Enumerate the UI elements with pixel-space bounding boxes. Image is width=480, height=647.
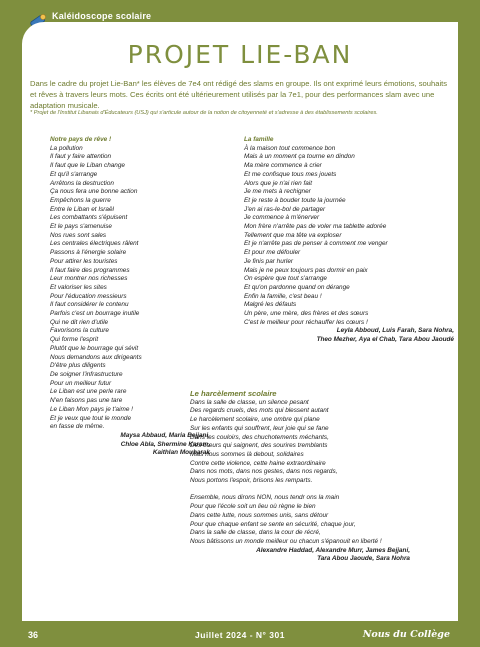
poem-line: Malgré les défauts (244, 301, 297, 309)
poem-line: Et je reste à bouder toute la journée (244, 196, 346, 204)
poem-title: Le harcèlement scolaire (190, 389, 277, 398)
poem-line: Mais je ne peux toujours pas dormir en paix (244, 266, 368, 274)
poem-line: Alors que je n'ai rien fait (244, 179, 313, 187)
poem-line: Contre cette violence, cette haine extraordinaire (190, 459, 326, 467)
poem-line: Et le pays s'amenuise (50, 223, 112, 231)
poem-line: Dans la salle de classe, un silence pesant (190, 398, 309, 406)
poem-line: Nous portons l'espoir, brisons les remparts. (190, 477, 313, 485)
poem-line: Mais à un moment ça tourne en dindon (244, 153, 355, 161)
poem-line: Un père, une mère, des frères et des sœurs (244, 310, 369, 318)
poem-title: La famille (244, 136, 274, 143)
poem-authors: Theo Mezher, Aya el Chab, Tara Abou Jaoudé (316, 336, 454, 344)
poem-harcelement (190, 390, 410, 564)
poem-line: Le Liban Mon pays je t'aime ! (50, 405, 133, 413)
poem-line: Leur montrer nos richesses (50, 275, 128, 283)
poem-line: On espère que tout s'arrange (244, 275, 327, 283)
poem-line: D'être plus diligents (50, 362, 106, 370)
poem-line: Pour attirer les touristes (50, 257, 118, 265)
section-title: Kaléidoscope scolaire (52, 11, 152, 21)
poem-notre-pays (50, 136, 210, 458)
poem-line: Empêchons la guerre (50, 196, 111, 204)
poem-line: Des cœurs qui saignent, des sourires tremblants (190, 442, 328, 450)
poem-line: Les centrales électriques râlent (50, 240, 139, 248)
poem-line: Passons à l'énergie solaire (50, 249, 127, 257)
poem-line: Ça nous fera une bonne action (50, 188, 138, 196)
poem-line: Nous demandons aux dirigeants (50, 353, 142, 361)
poem-line: Et qu'on pardonne quand on dérange (244, 283, 350, 291)
poem-line: Dans cette lutte, nous sommes unis, sans détour (190, 511, 329, 519)
page-number: 36 (28, 630, 39, 640)
poem-line: Nous bâtissons un monde meilleur ou chacun s'épanouit en liberté ! (190, 537, 382, 545)
poem-line (190, 486, 410, 495)
poem-line: Il faut y faire attention (50, 153, 112, 161)
poem-line: Le harcèlement scolaire, une ombre qui plane (190, 416, 320, 424)
article-page (22, 22, 458, 621)
poem-line: À la maison tout commence bon (244, 144, 336, 152)
poem-line: Pour l'éducation messieurs (50, 292, 127, 300)
page-title: PROJET LIE-BAN (127, 40, 353, 69)
issue-label: Juillet 2024 - N° 301 (195, 630, 285, 640)
poem-line: Je commence à m'énerver (244, 214, 320, 222)
poem-line: Plutôt que le bourrage qui sévit (50, 344, 139, 352)
poem-line: Parfois c'est un bourrage inutile (50, 310, 140, 318)
poem-authors: Maysa Abbaud, Maria Bejjani, (120, 431, 210, 439)
poem-authors: Kaithlan Moubarak (152, 449, 210, 457)
poem-line: Il faut faire des programmes (50, 266, 130, 274)
magazine-name: Nous du Collège (362, 629, 450, 640)
poem-line: Entre le Liban et Israël (50, 205, 114, 213)
poem-line: Mais nous sommes là debout, solidaires (190, 450, 304, 458)
poem-line: Tellement que ma tête va exploser (244, 231, 342, 239)
poem-line: Dans nos mots, dans nos gestes, dans nos regards, (190, 468, 338, 476)
poem-line: N'en faisons pas une tare (50, 397, 123, 405)
poem-title: Notre pays de rêve ! (50, 136, 112, 143)
poem-line: Qui ne dit rien d'utile (50, 318, 109, 326)
poem-line: Favorisons la culture (50, 327, 109, 335)
poem-line: Et me confisque tous mes jouets (244, 170, 337, 178)
poem-authors: Alexandre Haddad, Alexandre Murr, James Bejjani, (256, 546, 410, 554)
poem-line: en fasse de même. (50, 423, 105, 431)
poem-line: Nos rues sont sales (50, 231, 107, 239)
page-footer (0, 625, 480, 647)
intro-paragraph: Dans le cadre du projet Lie-Ban* les élèves de 7e4 ont rédigé des slams en groupe. Ils ont exprimé leurs émotions, souhaits et rêves à travers leurs mots. Ces écrits ont été ultérieurement utilisés par la 7e1, pour des performances slam avec une adaptation musicale. (30, 79, 448, 111)
poem-line: Et je veux que tout le monde (50, 414, 132, 422)
poem-line: J'en ai ras-le-bol de partager (244, 205, 326, 213)
poem-line: Pour un meilleur futur (50, 379, 112, 387)
poem-line: Pour que chaque enfant se sente en sécurité, chaque jour, (190, 520, 356, 528)
poem-line: Il faut que le Liban change (50, 162, 125, 170)
poem-line: Ma mère commence à crier (244, 162, 322, 170)
poem-line: Arrêtons la destruction (50, 179, 114, 187)
poem-line: Et je n'arrête pas de penser à comment me venger (244, 240, 388, 248)
poem-line: Enfin la famille, c'est beau ! (244, 292, 322, 300)
poem-line: Pour que l'école soit un lieu où règne le bien (190, 503, 316, 511)
poem-line: Dans les couloirs, des chuchotements méchants, (190, 433, 329, 441)
poem-line: Les combattants s'épuisent (50, 214, 128, 222)
poem-line: Et qu'il s'arrange (50, 170, 98, 178)
poem-line: C'est le meilleur pour réchauffer les cœurs ! (244, 318, 368, 326)
poem-line: Mon frère n'arrête pas de voler ma tablette adorée (244, 223, 387, 231)
poem-line: Sur les enfants qui souffrent, leur joie qui se fane (190, 424, 329, 432)
poem-line: Et pour me défouler (244, 249, 301, 257)
poem-line: Des regards cruels, des mots qui blessent autant (190, 407, 329, 415)
poem-line: Ensemble, nous dirons NON, nous tendr ons la main (190, 494, 340, 502)
poem-line: Et valoriser les sites (50, 283, 107, 291)
footnote: * Projet de l'Institut Libanais d'Éducateurs (USJ) qui s'articule autour de la notion de citoyenneté et s'adresse à des établissements scolaires. (30, 110, 378, 116)
poem-la-famille (244, 136, 454, 345)
poem-line: Je finis par hurler (244, 257, 294, 265)
poem-line: Qui forme l'esprit (50, 336, 99, 344)
poem-line: Il faut considérer le contenu (50, 301, 129, 309)
poem-line: Dans la salle de classe, dans la cour de récré, (190, 529, 321, 537)
poem-line: De soigner l'infrastructure (50, 370, 123, 378)
poem-authors: Leyla Abboud, Luis Farah, Sara Nohra, (336, 327, 454, 335)
poem-authors: Chloe Abla, Shermine Karam, (120, 440, 210, 448)
poem-line: Je me mets à rechigner (244, 188, 311, 196)
poem-authors: Tara Abou Jaoude, Sara Nohra (317, 555, 410, 563)
poem-line: La pollution (50, 144, 83, 152)
poem-line: Le Liban est une perle rare (50, 388, 127, 396)
